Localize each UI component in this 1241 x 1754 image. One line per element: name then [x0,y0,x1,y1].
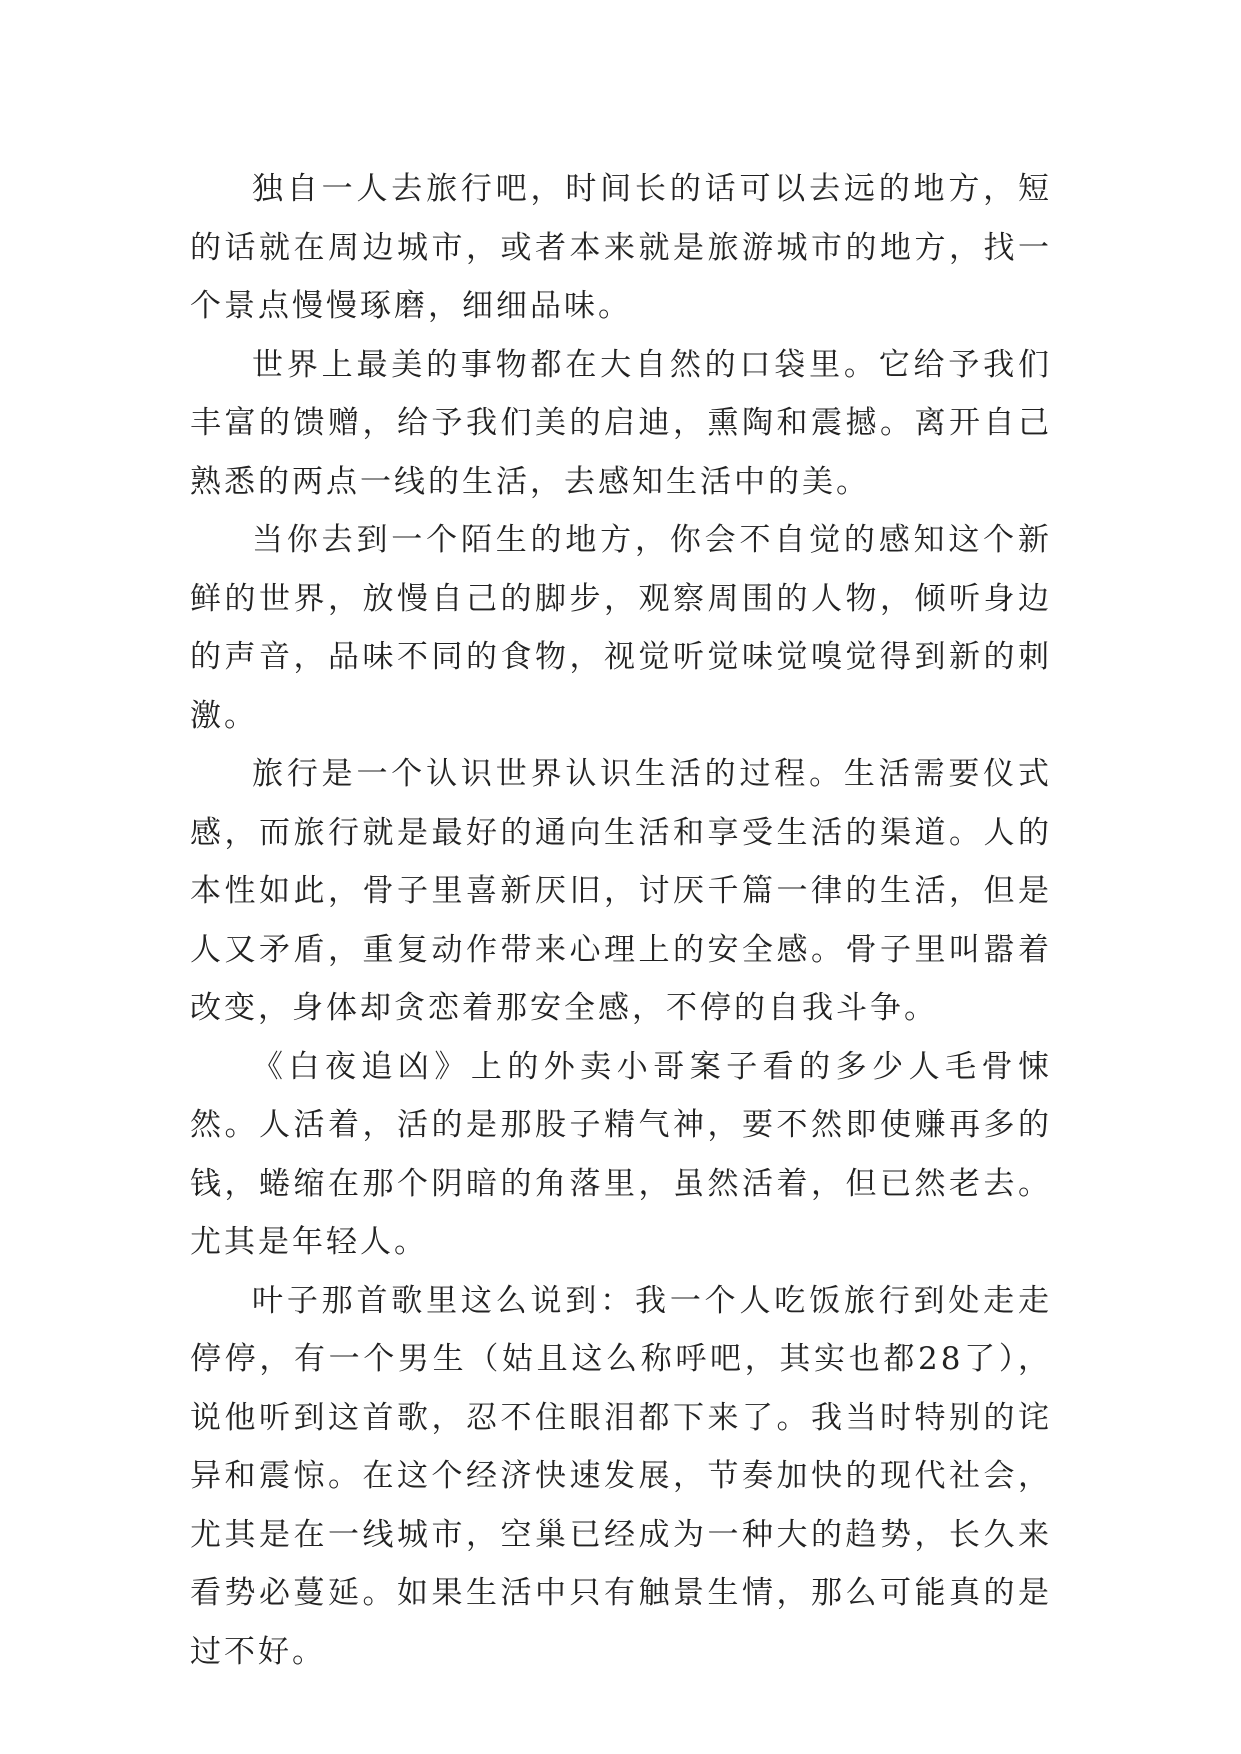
document-body [190,160,1052,1681]
paragraph-2: 世界上最美的事物都在大自然的口袋里。它给予我们丰富的馈赠，给予我们美的启迪，熏陶和震撼。离开自己熟悉的两点一线的生活，去感知生活中的美。 [190,346,1052,500]
paragraph-5: 《白夜追凶》上的外卖小哥案子看的多少人毛骨悚然。人活着，活的是那股子精气神，要不然即使赚再多的钱，蜷缩在那个阴暗的角落里，虽然活着，但已然老去。尤其是年轻人。 [190,1048,1052,1260]
paragraph-6: 叶子那首歌里这么说到：我一个人吃饭旅行到处走走停停，有一个男生（姑且这么称呼吧，其实也都28了），说他听到这首歌，忍不住眼泪都下来了。我当时特别的诧异和震惊。在这个经济快速发展，节奏加快的现代社会，尤其是在一线城市，空巢已经成为一种大的趋势，长久来看势必蔓延。如果生活中只有触景生情，那么可能真的是过不好。 [190,1282,1052,1670]
paragraph-3: 当你去到一个陌生的地方，你会不自觉的感知这个新鲜的世界，放慢自己的脚步，观察周围的人物，倾听身边的声音，品味不同的食物，视觉听觉味觉嗅觉得到新的刺激。 [190,522,1052,734]
paragraph-1: 独自一人去旅行吧，时间长的话可以去远的地方，短的话就在周边城市，或者本来就是旅游城市的地方，找一个景点慢慢琢磨，细细品味。 [190,171,1052,324]
paragraph-4: 旅行是一个认识世界认识生活的过程。生活需要仪式感，而旅行就是最好的通向生活和享受生活的渠道。人的本性如此，骨子里喜新厌旧，讨厌千篇一律的生活，但是人又矛盾，重复动作带来心理上的安全感。骨子里叫嚣着改变，身体却贪恋着那安全感，不停的自我斗争。 [190,756,1052,1026]
